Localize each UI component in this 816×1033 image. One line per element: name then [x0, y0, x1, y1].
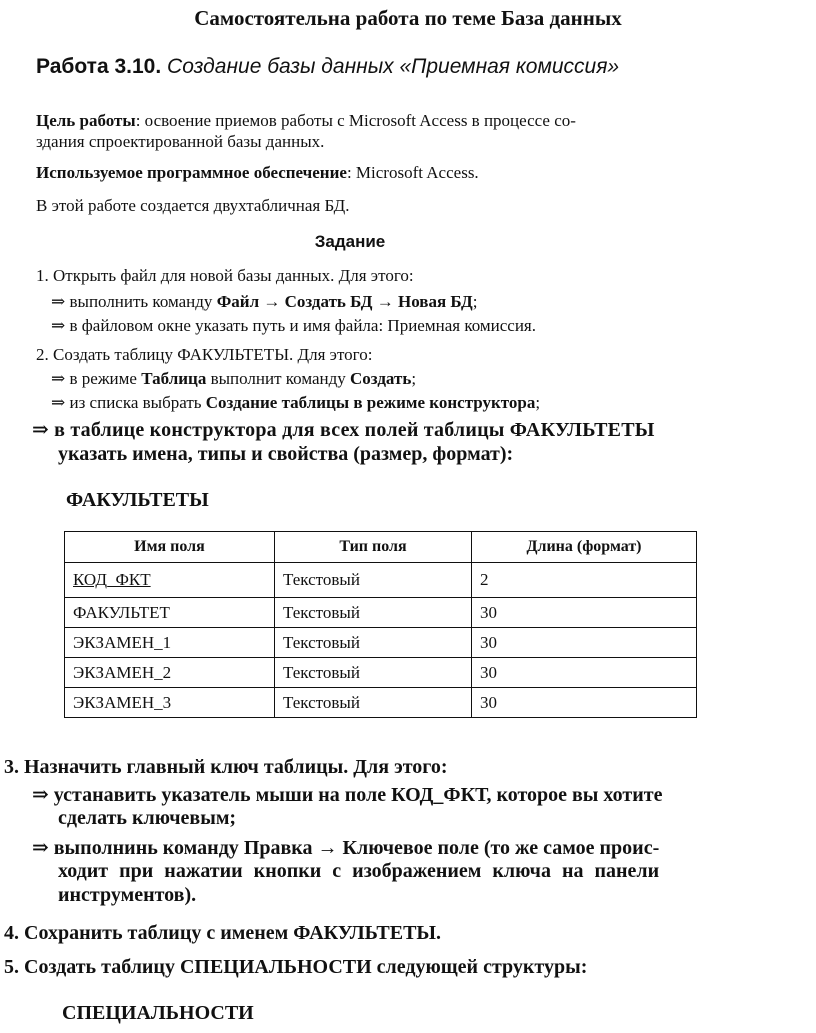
step-3-bullet-1-line-1: ⇒ устанавить указатель мыши на поле КОД_ФКТ, которое вы хотите	[32, 784, 663, 806]
column-header-field-type: Тип поля	[275, 532, 472, 563]
column-header-field-length: Длина (формат)	[472, 532, 697, 563]
cell-field-type: Текстовый	[275, 628, 472, 658]
faculties-table	[64, 531, 697, 718]
table-row	[65, 688, 697, 718]
cell-field-length: 2	[472, 563, 697, 598]
page-title: Самостоятельна работа по теме База данных	[194, 6, 622, 30]
step-2-bullet-2: ⇒ из списка выбрать Создание таблицы в режиме конструктора;	[51, 393, 541, 412]
table-row	[65, 563, 697, 598]
work-number: Работа 3.10.	[36, 55, 162, 78]
cell-field-name: ЭКЗАМЕН_2	[65, 658, 275, 688]
table-row	[65, 598, 697, 628]
table-row	[65, 628, 697, 658]
table-row	[65, 658, 697, 688]
cell-field-name: ЭКЗАМЕН_1	[65, 628, 275, 658]
work-name: Создание базы данных «Приемная комиссия»	[167, 55, 620, 78]
goal-line-1: Цель работы: освоение приемов работы с Microsoft Access в процессе со-	[36, 111, 576, 130]
cell-field-length: 30	[472, 658, 697, 688]
step-2-bullet-3-line-2: указать имена, типы и свойства (размер, формат):	[58, 443, 514, 465]
cell-field-type: Текстовый	[275, 658, 472, 688]
step-1-bullet-1: ⇒ выполнить команду Файл → Создать БД → Новая БД;	[51, 292, 478, 311]
step-5: 5. Создать таблицу СПЕЦИАЛЬНОСТИ следующей структуры:	[4, 956, 588, 978]
step-1: 1. Открыть файл для новой базы данных. Для этого:	[36, 266, 414, 285]
intro-line: В этой работе создается двухтабличная БД.	[36, 196, 350, 215]
cell-field-name: ФАКУЛЬТЕТ	[65, 598, 275, 628]
step-3-bullet-2-line-1: ⇒ выполнинь команду Правка → Ключевое поле (то же самое проис-	[32, 837, 660, 859]
software-label: Используемое программное обеспечение	[36, 163, 347, 182]
step-1-bullet-2: ⇒ в файловом окне указать путь и имя файла: Приемная комиссия.	[51, 316, 536, 335]
table-header-row	[65, 532, 697, 563]
task-heading: Задание	[314, 232, 386, 251]
column-header-field-name: Имя поля	[65, 532, 275, 563]
cell-field-type: Текстовый	[275, 598, 472, 628]
faculties-table-caption: ФАКУЛЬТЕТЫ	[66, 489, 209, 511]
cell-field-name: КОД_ФКТ	[65, 563, 275, 598]
goal-line-2: здания спроектированной базы данных.	[36, 132, 325, 151]
cell-field-name: ЭКЗАМЕН_3	[65, 688, 275, 718]
step-3-bullet-1-line-2: сделать ключевым;	[58, 807, 237, 829]
specialties-table-caption: СПЕЦИАЛЬНОСТИ	[62, 1002, 254, 1024]
cell-field-type: Текстовый	[275, 563, 472, 598]
step-2: 2. Создать таблицу ФАКУЛЬТЕТЫ. Для этого:	[36, 345, 373, 364]
work-heading	[36, 55, 619, 79]
step-3-bullet-2-line-2: ходит при нажатии кнопки с изображением ключа на панели	[58, 860, 660, 882]
cell-field-length: 30	[472, 688, 697, 718]
goal-label: Цель работы	[36, 111, 136, 130]
cell-field-length: 30	[472, 628, 697, 658]
step-3: 3. Назначить главный ключ таблицы. Для этого:	[4, 756, 448, 778]
step-4: 4. Сохранить таблицу с именем ФАКУЛЬТЕТЫ.	[4, 922, 442, 944]
step-2-bullet-1: ⇒ в режиме Таблица выполнит команду Создать;	[51, 369, 417, 388]
step-3-bullet-2-line-3: инструментов).	[58, 884, 197, 906]
software-line: Используемое программное обеспечение: Microsoft Access.	[36, 163, 479, 182]
cell-field-length: 30	[472, 598, 697, 628]
cell-field-type: Текстовый	[275, 688, 472, 718]
step-2-bullet-3-line-1: ⇒ в таблице конструктора для всех полей таблицы ФАКУЛЬТЕТЫ	[32, 419, 655, 441]
